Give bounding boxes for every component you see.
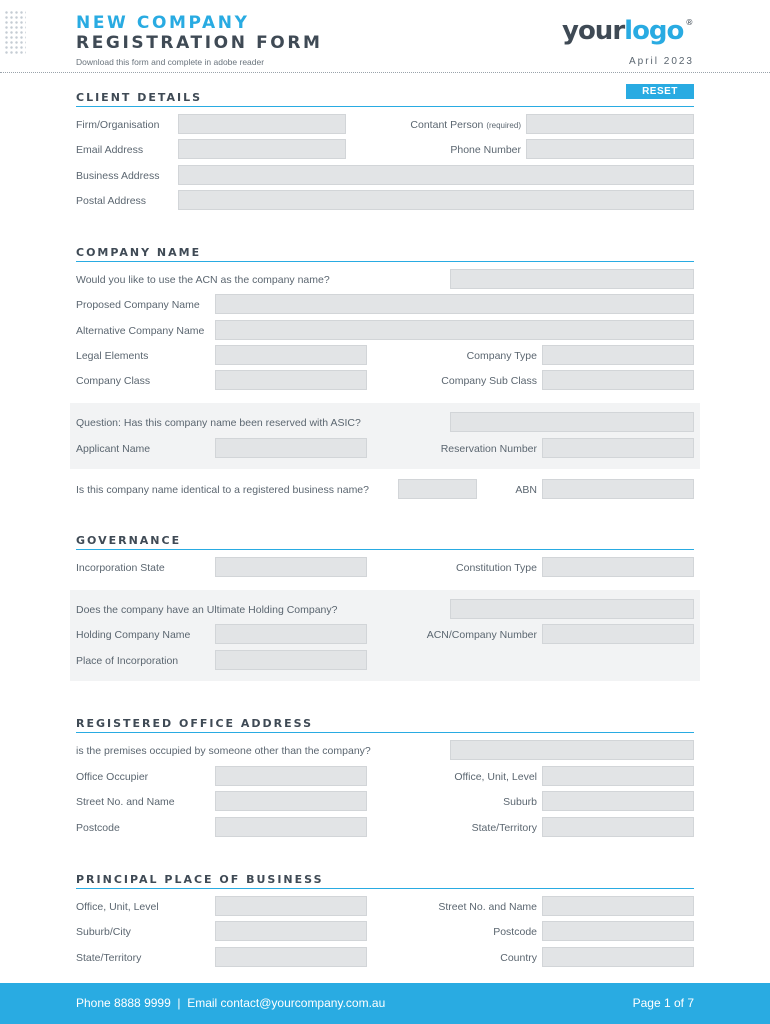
label-constitution-type: Constitution Type (456, 562, 537, 574)
decorative-dots (4, 10, 26, 54)
label-business-street: Street No. and Name (438, 901, 537, 913)
abn-field[interactable] (542, 479, 694, 499)
business-address-field[interactable] (178, 165, 694, 185)
place-incorporation-field[interactable] (215, 650, 367, 670)
section-title-client-details: CLIENT DETAILS (76, 91, 203, 104)
firm-field[interactable] (178, 114, 346, 134)
label-company-type: Company Type (466, 350, 537, 362)
office-state-field[interactable] (542, 817, 694, 837)
alternative-name-field[interactable] (215, 320, 694, 340)
business-street-field[interactable] (542, 896, 694, 916)
section-underline (76, 106, 694, 107)
label-proposed-name: Proposed Company Name (76, 299, 200, 311)
label-uhc-question: Does the company have an Ultimate Holding Company? (76, 604, 338, 616)
section-underline (76, 261, 694, 262)
label-office-unit: Office, Unit, Level (454, 771, 537, 783)
business-unit-field[interactable] (215, 896, 367, 916)
label-phone: Phone Number (450, 144, 521, 156)
office-postcode-field[interactable] (215, 817, 367, 837)
label-applicant-name: Applicant Name (76, 443, 151, 455)
footer-contact: Phone 8888 9999 | Email contact@yourcompany.com.au (76, 996, 386, 1010)
uhc-field[interactable] (450, 599, 694, 619)
acn-as-name-field[interactable] (450, 269, 694, 289)
contact-person-field[interactable] (526, 114, 694, 134)
office-unit-field[interactable] (542, 766, 694, 786)
section-title-registered-office: REGISTERED OFFICE ADDRESS (76, 717, 313, 730)
office-street-field[interactable] (215, 791, 367, 811)
phone-field[interactable] (526, 139, 694, 159)
label-company-class: Company Class (76, 375, 151, 387)
label-abn: ABN (515, 484, 537, 496)
section-title-principal-business: PRINCIPAL PLACE OF BUSINESS (76, 873, 324, 886)
reservation-number-field[interactable] (542, 438, 694, 458)
office-suburb-field[interactable] (542, 791, 694, 811)
label-business-country: Country (500, 952, 537, 964)
label-acn-question: Would you like to use the ACN as the company name? (76, 274, 330, 286)
label-office-occupier: Office Occupier (76, 771, 149, 783)
label-contact-text: Contant Person (410, 119, 484, 131)
label-legal-elements: Legal Elements (76, 350, 149, 362)
business-suburb-field[interactable] (215, 921, 367, 941)
label-required: (required) (486, 121, 521, 130)
acn-number-field[interactable] (542, 624, 694, 644)
label-asic-question: Question: Has this company name been reserved with ASIC? (76, 417, 361, 429)
registered-mark: ® (685, 18, 694, 28)
email-field[interactable] (178, 139, 346, 159)
logo-word-logo: logo (624, 16, 684, 46)
label-business-state: State/Territory (76, 952, 142, 964)
label-identical-question: Is this company name identical to a registered business name? (76, 484, 369, 496)
business-country-field[interactable] (542, 947, 694, 967)
business-postcode-field[interactable] (542, 921, 694, 941)
section-underline (76, 888, 694, 889)
label-incorporation-state: Incorporation State (76, 562, 165, 574)
form-title-line1: NEW COMPANY (76, 13, 250, 33)
label-reservation-number: Reservation Number (440, 443, 537, 455)
postal-address-field[interactable] (178, 190, 694, 210)
company-subclass-field[interactable] (542, 370, 694, 390)
company-class-field[interactable] (215, 370, 367, 390)
label-firm: Firm/Organisation (76, 119, 160, 131)
header-divider (0, 72, 770, 73)
applicant-name-field[interactable] (215, 438, 367, 458)
page-indicator: Page 1 of 7 (632, 996, 694, 1010)
premises-occupied-field[interactable] (450, 740, 694, 760)
logo-word-your: your (562, 16, 625, 46)
label-premises-question: is the premises occupied by someone other than the company? (76, 745, 371, 757)
label-holding-company: Holding Company Name (76, 629, 191, 641)
label-postal-address: Postal Address (76, 195, 147, 207)
section-underline (76, 549, 694, 550)
section-title-company-name: COMPANY NAME (76, 246, 202, 259)
legal-elements-field[interactable] (215, 345, 367, 365)
section-underline (76, 732, 694, 733)
label-office-suburb: Suburb (503, 796, 537, 808)
company-logo (562, 16, 693, 46)
form-title-line2: REGISTRATION FORM (76, 33, 323, 53)
office-occupier-field[interactable] (215, 766, 367, 786)
label-office-postcode: Postcode (76, 822, 120, 834)
label-office-street: Street No. and Name (76, 796, 175, 808)
label-business-unit: Office, Unit, Level (76, 901, 159, 913)
label-office-state: State/Territory (471, 822, 537, 834)
holding-company-field[interactable] (215, 624, 367, 644)
label-business-address: Business Address (76, 170, 160, 182)
label-contact-person (360, 119, 521, 131)
form-subtitle: Download this form and complete in adobe reader (76, 57, 265, 67)
section-title-governance: GOVERNANCE (76, 534, 182, 547)
label-business-suburb: Suburb/City (76, 926, 131, 938)
reset-button[interactable]: RESET (626, 84, 694, 99)
label-acn-number: ACN/Company Number (426, 629, 537, 641)
proposed-name-field[interactable] (215, 294, 694, 314)
incorporation-state-field[interactable] (215, 557, 367, 577)
asic-reserved-field[interactable] (450, 412, 694, 432)
label-email: Email Address (76, 144, 144, 156)
form-date: April 2023 (628, 56, 694, 67)
business-state-field[interactable] (215, 947, 367, 967)
identical-name-field[interactable] (398, 479, 477, 499)
label-place-incorporation: Place of Incorporation (76, 655, 179, 667)
constitution-type-field[interactable] (542, 557, 694, 577)
label-alternative-name: Alternative Company Name (76, 325, 205, 337)
company-type-field[interactable] (542, 345, 694, 365)
label-company-subclass: Company Sub Class (441, 375, 537, 387)
label-business-postcode: Postcode (493, 926, 537, 938)
